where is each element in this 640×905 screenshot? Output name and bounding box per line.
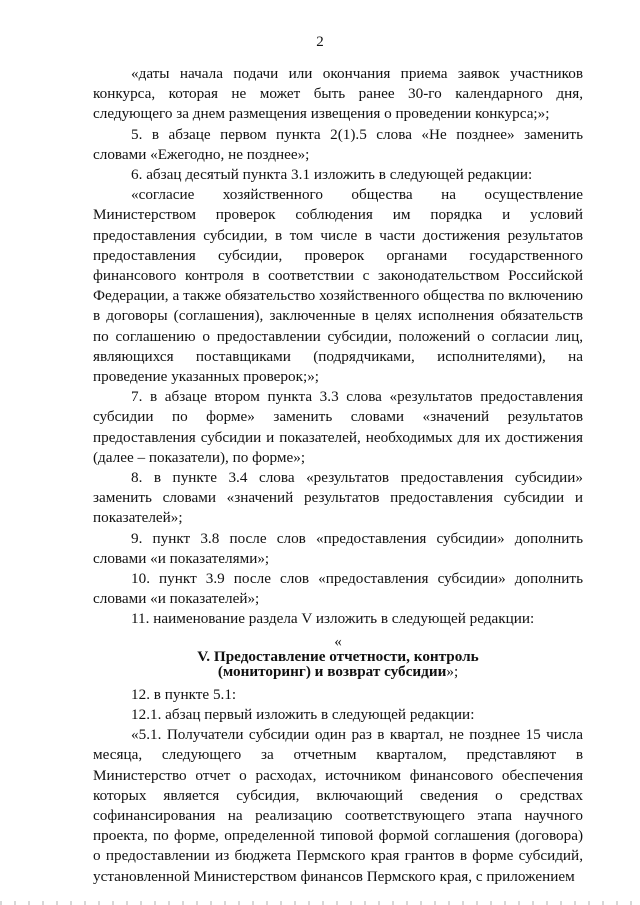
paragraph-item-5: 5. в абзаце первом пункта 2(1).5 слова «Не позднее» заменить словами «Ежегодно, не позднее»; — [93, 125, 583, 163]
paragraph-item-6: 6. абзац десятый пункта 3.1 изложить в следующей редакции: — [131, 166, 533, 184]
heading-line1-text: V. Предоставление отчетности, контроль — [197, 647, 479, 665]
paragraph-quote-5-1: «5.1. Получатели субсидии один раз в квартал, не позднее 15 числа месяца, следующего за отчетным кварталом, представляют в Министерство отчет о расходах, источником финансового обеспечения которых является субсидия, включающий сведения о средствах софинансирования на реализацию соответствующего этапа научного проекта, по форме, определенной типовой формой соглашения (договора) о предоставлении из бюджета Пермского края грантов в форме субсидий, установленной Министерством финансов Пермского края, с приложением — [93, 726, 583, 885]
paragraph-quote-dates: «даты начала подачи или окончания приема заявок участников конкурса, которая не может быть ранее 30-го календарного дня, следующего за днем размещения извещения о проведении конкурса;»; — [93, 65, 583, 123]
heading-open-quote: « — [334, 632, 342, 650]
paragraph-quote-consent: «согласие хозяйственного общества на осуществление Министерством проверок соблюдения им порядка и условий предоставления субсидии, в том числе в части достижения результатов предоставления субсидии, проверок органами государственного финансового контроля в соответствии с законодательством Российской Федерации, а также обязательство хозяйственного общества по включению в договоры (соглашения), заключенные в целях исполнения обязательств по соглашению о предоставлении субсидии, положений о согласии лиц, являющихся поставщиками (подрядчиками, исполнителями), на проведение указанных проверок;»; — [93, 186, 583, 386]
paragraph-item-8: 8. в пункте 3.4 слова «результатов предоставления субсидии» заменить словами «значений результатов предоставления субсидии и показателей»; — [93, 469, 583, 527]
paragraph-item-9: 9. пункт 3.8 после слов «предоставления субсидии» дополнить словами «и показателями»; — [93, 529, 583, 567]
document-body — [93, 64, 583, 887]
section-heading-line2 — [93, 664, 583, 679]
page-number: 2 — [316, 34, 324, 50]
paragraph-item-12: 12. в пункте 5.1: — [131, 685, 237, 703]
paragraph-item-10: 10. пункт 3.9 после слов «предоставления субсидии» дополнить словами «и показателей»; — [93, 570, 583, 608]
section-heading-line1 — [93, 634, 583, 664]
heading-close-quote: »; — [446, 662, 459, 680]
paragraph-item-7: 7. в абзаце втором пункта 3.3 слова «результатов предоставления субсидии по форме» заменить словами «значений результатов предоставления субсидии и показателей, необходимых для их достижения (далее – показатели), по форме»; — [93, 388, 583, 466]
heading-line2-text: (мониторинг) и возврат субсидии — [217, 662, 447, 680]
section-heading — [93, 634, 583, 679]
paragraph-item-11: 11. наименование раздела V изложить в следующей редакции: — [131, 610, 535, 628]
paragraph-item-12-1: 12.1. абзац первый изложить в следующей редакции: — [131, 705, 475, 723]
scan-bottom-edge — [0, 901, 640, 905]
